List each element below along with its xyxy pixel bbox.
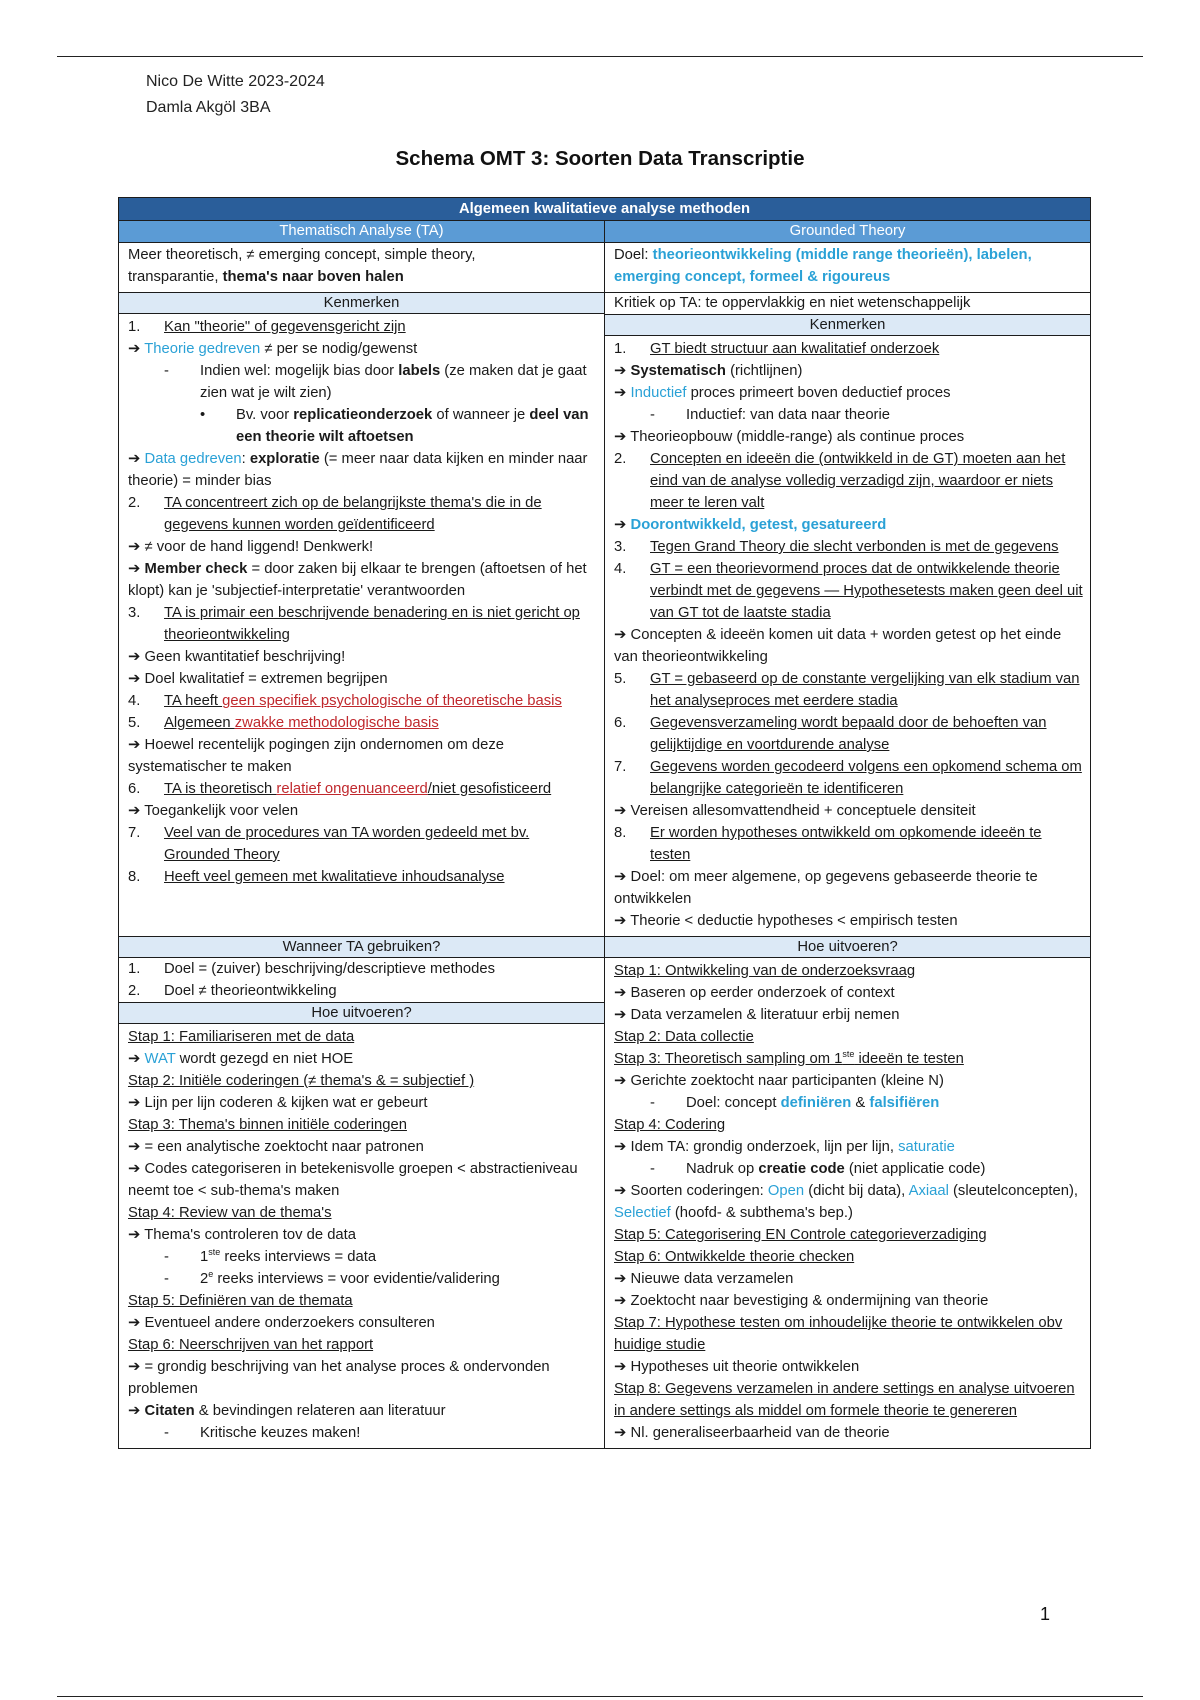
ta-column-heading: Thematisch Analyse (TA) (119, 221, 605, 243)
arrow-icon: ➔ (128, 539, 141, 555)
schema-table (118, 197, 1091, 1449)
arrow-icon: ➔ (128, 1315, 141, 1331)
arrow-icon: ➔ (614, 429, 627, 445)
gt-lower-cell (605, 937, 1091, 1449)
arrow-icon: ➔ (614, 1007, 627, 1023)
gt-kenmerken-list: 1. GT biedt structuur aan kwalitatief onderzoek ➔ Systematisch (richtlijnen) ➔ Inductief proces primeert boven deductief proces - Inductief: van data naar theorie ➔ Theorieopbouw (middle-range) als continue proces 2. Concepten en ideeën die (ontwikkeld in de GT) moeten aan het eind van de analyse volledig verzadigd zijn, waardoor er niets meer te leren valt ➔ Doorontwikkeld, getest, gesatureerd 3. Tegen Grand Theory die slecht verbonden is met de gegevens 4. GT = een theorievormend proces dat de ontwikkelende theorie verbindt met de gegevens — Hypothesetests maken geen deel uit van GT tot de laatste stadia ➔ Concepten & ideeën komen uit data + worden getest op het einde van theorieontwikkeling 5. GT = gebaseerd op de constante vergelijking van elk stadium van het analyseproces met eerdere stadia 6. Gegevensverzameling wordt bepaald door de behoeften van gelijktijdige en voortdurende analyse 7. Gegevens worden gecodeerd volgens een opkomend schema om belangrijke categorieën te identificeren ➔ Vereisen allesomvattendheid + conceptuele densiteit 8. Er worden hypotheses ontwikkeld om opkomende ideeën te testen ➔ Doel: om meer algemene, op gegevens gebaseerde theorie te ontwikkelen ➔ Theorie < deductie hypotheses < empirisch testen (614, 341, 1083, 929)
arrow-icon: ➔ (128, 1359, 141, 1375)
arrow-icon: ➔ (128, 1139, 141, 1155)
arrow-icon: ➔ (128, 671, 141, 687)
arrow-icon: ➔ (614, 913, 627, 929)
gt-column-heading: Grounded Theory (605, 221, 1091, 243)
arrow-icon: ➔ (128, 341, 141, 357)
arrow-icon: ➔ (128, 737, 141, 753)
ta-hoe-heading: Hoe uitvoeren? (119, 1002, 604, 1024)
arrow-icon: ➔ (128, 649, 141, 665)
ta-intro: Meer theoretisch, ≠ emerging concept, simple theory, transparantie, thema's naar boven halen (128, 247, 476, 285)
ta-kenmerken-heading: Kenmerken (119, 292, 604, 314)
arrow-icon: ➔ (614, 1359, 627, 1375)
arrow-icon: ➔ (614, 1073, 627, 1089)
bottom-rule (57, 1696, 1143, 1697)
page-number: 1 (1040, 1604, 1051, 1624)
dash-icon: - (164, 1271, 169, 1287)
arrow-icon: ➔ (614, 1139, 627, 1155)
arrow-icon: ➔ (614, 627, 627, 643)
dash-icon: - (650, 407, 655, 423)
dash-icon: - (164, 1249, 169, 1265)
arrow-icon: ➔ (614, 1425, 627, 1441)
arrow-icon: ➔ (614, 985, 627, 1001)
arrow-icon: ➔ (614, 517, 627, 533)
arrow-icon: ➔ (128, 561, 141, 577)
ta-wanneer-list: 1. Doel = (zuiver) beschrijving/descriptieve methodes 2. Doel ≠ theorieontwikkeling (128, 961, 496, 999)
arrow-icon: ➔ (614, 1293, 627, 1309)
arrow-icon: ➔ (614, 1183, 627, 1199)
arrow-icon: ➔ (128, 803, 141, 819)
gt-intro: Doel: theorieontwikkeling (middle range theorieën), labelen, emerging concept, formeel & rigoureus (614, 247, 1032, 285)
ta-kenmerken-list: 1. Kan "theorie" of gegevensgericht zijn ➔ Theorie gedreven ≠ per se nodig/gewenst - Indien wel: mogelijk bias door labels (ze maken dat je gaat zien wat je wilt zien) • Bv. voor replicatieonderzoek of wanneer je deel van een theorie wilt aftoetsen ➔ Data gedreven: exploratie (= meer naar data kijken en minder naar theorie) = minder bias 2. TA concentreert zich op de belangrijkste thema's die in de gegevens kunnen worden geïdentificeerd ➔ ≠ voor de hand liggend! Denkwerk! ➔ Member check = door zaken bij elkaar te brengen (aftoetsen of het klopt) kan je 'subjectief-interpretatie' verantwoorden 3. TA is primair een beschrijvende benadering en is niet gericht op theorieontwikkeling ➔ Geen kwantitatief beschrijving! ➔ Doel kwalitatief = extremen begrijpen 4. TA heeft geen specifiek psychologische of theoretische basis 5. Algemeen zwakke methodologische basis ➔ Hoewel recentelijk pogingen zijn ondernomen om deze systematischer te maken 6. TA is theoretisch relatief ongenuanceerd/niet gesofisticeerd ➔ Toegankelijk voor velen 7. Veel van de procedures van TA worden gedeeld met bv. Grounded Theory 8. Heeft veel gemeen met kwalitatieve inhoudsanalyse (128, 319, 589, 885)
main-heading: Algemeen kwalitatieve analyse methoden (119, 198, 1091, 221)
author-line-1: Nico De Witte 2023-2024 (146, 73, 325, 90)
arrow-icon: ➔ (614, 803, 627, 819)
arrow-icon: ➔ (614, 385, 627, 401)
ta-upper-cell (119, 243, 605, 937)
gt-upper-cell (605, 243, 1091, 937)
gt-kenmerken-heading: Kenmerken (605, 314, 1090, 336)
dash-icon: - (650, 1095, 655, 1111)
arrow-icon: ➔ (614, 869, 627, 885)
dash-icon: - (650, 1161, 655, 1177)
bullet-icon: • (200, 407, 206, 423)
dash-icon: - (164, 363, 169, 379)
arrow-icon: ➔ (128, 451, 141, 467)
gt-hoe-heading: Hoe uitvoeren? (605, 937, 1090, 958)
arrow-icon: ➔ (128, 1227, 141, 1243)
author-line-2: Damla Akgöl 3BA (146, 99, 271, 116)
gt-kritiek: Kritiek op TA: te oppervlakkig en niet wetenschappelijk (605, 292, 1090, 314)
arrow-icon: ➔ (614, 1271, 627, 1287)
arrow-icon: ➔ (614, 363, 627, 379)
arrow-icon: ➔ (128, 1403, 141, 1419)
arrow-icon: ➔ (128, 1051, 141, 1067)
arrow-icon: ➔ (128, 1095, 141, 1111)
ta-hoe-list: Stap 1: Familiariseren met de data ➔ WAT wordt gezegd en niet HOE Stap 2: Initiële coderingen (≠ thema's & = subjectief ) ➔ Lijn per lijn coderen & kijken wat er gebeurt Stap 3: Thema's binnen initiële coderingen ➔ = een analytische zoektocht naar patronen ➔ Codes categoriseren in betekenisvolle groepen < abstractieniveau neemt toe < sub-thema's maken Stap 4: Review van de thema's ➔ Thema's controleren tov de data - 1ste reeks interviews = data - 2e reeks interviews = voor evidentie/validering Stap 5: Definiëren van de themata ➔ Eventueel andere onderzoekers consulteren Stap 6: Neerschrijven van het rapport ➔ = grondig beschrijving van het analyse proces & ondervonden problemen ➔ Citaten & bevindingen relateren aan literatuur - Kritische keuzes maken! (119, 1024, 604, 1448)
dash-icon: - (164, 1425, 169, 1441)
arrow-icon: ➔ (128, 1161, 141, 1177)
top-rule (57, 56, 1143, 57)
gt-hoe-list: Stap 1: Ontwikkeling van de onderzoeksvraag ➔ Baseren op eerder onderzoek of context ➔ Data verzamelen & literatuur erbij nemen Stap 2: Data collectie Stap 3: Theoretisch sampling om 1ste ideeën te testen ➔ Gerichte zoektocht naar participanten (kleine N) - Doel: concept definiëren & falsifiëren Stap 4: Codering ➔ Idem TA: grondig onderzoek, lijn per lijn, saturatie - Nadruk op creatie code (niet applicatie code) ➔ Soorten coderingen: Open (dicht bij data), Axiaal (sleutelconcepten), Selectief (hoofd- & subthema's bep.) Stap 5: Categorisering EN Controle categorieverzadiging Stap 6: Ontwikkelde theorie checken ➔ Nieuwe data verzamelen ➔ Zoektocht naar bevestiging & ondermijning van theorie Stap 7: Hypothese testen om inhoudelijke theorie te ontwikkelen obv huidige studie ➔ Hypotheses uit theorie ontwikkelen Stap 8: Gegevens verzamelen in andere settings en analyse uitvoeren in andere settings als middel om formele theorie te genereren ➔ Nl. generaliseerbaarheid van de theorie (614, 963, 1079, 1441)
ta-lower-cell (119, 937, 605, 1449)
document-title: Schema OMT 3: Soorten Data Transcriptie (395, 147, 805, 170)
ta-wanneer-heading: Wanneer TA gebruiken? (119, 937, 604, 958)
